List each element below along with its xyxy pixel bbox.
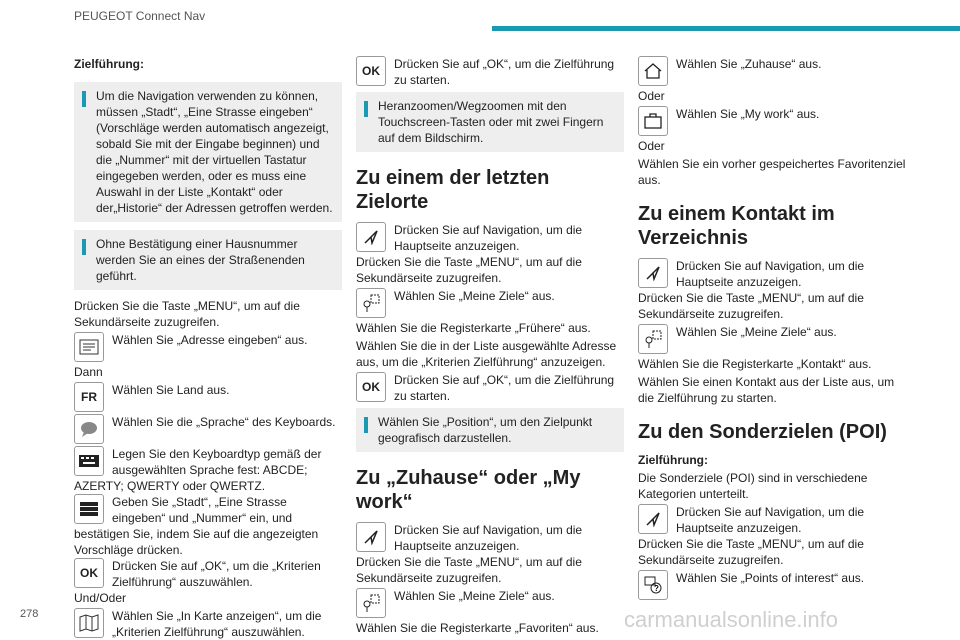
section-label: Zielführung: bbox=[638, 453, 708, 467]
step bbox=[74, 558, 342, 590]
paragraph: Drücken Sie die Taste „MENU“, um auf die Sekundärseite zuzugreifen. bbox=[638, 291, 864, 321]
watermark: carmanualsonline.info bbox=[624, 607, 839, 632]
step-text: Drücken Sie auf Navigation, um die Hauptseite anzuzeigen. bbox=[676, 505, 865, 535]
header-title: PEUGEOT Connect Nav bbox=[74, 9, 206, 23]
column-3 bbox=[638, 56, 906, 602]
language-bubble-icon bbox=[74, 414, 104, 444]
step bbox=[356, 288, 624, 320]
column-1 bbox=[74, 56, 342, 640]
step bbox=[356, 56, 624, 88]
paragraph: Dann bbox=[74, 365, 103, 379]
svg-text:?: ? bbox=[654, 584, 659, 593]
step bbox=[356, 522, 624, 554]
keyboard-icon bbox=[74, 446, 104, 476]
step-text: Drücken Sie auf Navigation, um die Hauptseite anzuzeigen. bbox=[394, 523, 583, 553]
step bbox=[74, 608, 342, 640]
destinations-pin-icon bbox=[356, 288, 386, 318]
step bbox=[356, 222, 624, 254]
map-icon bbox=[74, 608, 104, 638]
paragraph: Drücken Sie die Taste „MENU“, um auf die Sekundärseite zuzugreifen. bbox=[356, 555, 582, 585]
step-text: Wählen Sie „In Karte anzeigen“, um die „Kriterien Zielführung“ auszuwählen. bbox=[112, 609, 322, 639]
step bbox=[638, 324, 906, 356]
navigation-arrow-icon bbox=[356, 222, 386, 252]
note-box: Heranzoomen/Wegzoomen mit den Touchscreen-Tasten oder mit zwei Fingern auf dem Bildschirm. bbox=[356, 92, 624, 152]
step-text: Wählen Sie „Zuhause“ aus. bbox=[676, 57, 822, 71]
step bbox=[638, 258, 906, 290]
step bbox=[74, 446, 342, 494]
paragraph: Wählen Sie die Registerkarte „Favoriten“ aus. bbox=[356, 621, 599, 635]
navigation-arrow-icon bbox=[638, 258, 668, 288]
briefcase-icon bbox=[638, 106, 668, 136]
column-2 bbox=[356, 56, 624, 638]
section-heading: Zu einem der letzten Zielorte bbox=[356, 167, 550, 213]
step-text: Wählen Sie „Meine Ziele“ aus. bbox=[394, 589, 555, 603]
paragraph: Wählen Sie einen Kontakt aus der Liste aus, um die Zielführung zu starten. bbox=[638, 375, 895, 405]
step bbox=[74, 382, 342, 414]
paragraph: Wählen Sie ein vorher gespeichertes Favoritenziel aus. bbox=[638, 157, 906, 187]
step bbox=[74, 494, 342, 558]
paragraph: Drücken Sie die Taste „MENU“, um auf die Sekundärseite zuzugreifen. bbox=[74, 299, 300, 329]
page-number: 278 bbox=[20, 608, 39, 620]
step bbox=[638, 56, 906, 88]
paragraph: Drücken Sie die Taste „MENU“, um auf die Sekundärseite zuzugreifen. bbox=[356, 255, 582, 285]
step-text: Drücken Sie auf Navigation, um die Hauptseite anzuzeigen. bbox=[676, 259, 865, 289]
section-heading: Zu einem Kontakt im Verzeichnis bbox=[638, 203, 835, 249]
step-text: Wählen Sie „Adresse eingeben“ aus. bbox=[112, 333, 308, 347]
paragraph: Drücken Sie die Taste „MENU“, um auf die Sekundärseite zuzugreifen. bbox=[638, 537, 864, 567]
step bbox=[638, 570, 906, 602]
grid-keypad-icon bbox=[74, 494, 104, 524]
step bbox=[638, 504, 906, 536]
step-text: Drücken Sie auf „OK“, um die Zielführung zu starten. bbox=[394, 57, 615, 87]
ok-icon: OK bbox=[356, 56, 386, 86]
note-box: Wählen Sie „Position“, um den Zielpunkt geografisch darzustellen. bbox=[356, 408, 624, 452]
paragraph: Wählen Sie die Registerkarte „Kontakt“ aus. bbox=[638, 357, 872, 371]
navigation-arrow-icon bbox=[356, 522, 386, 552]
step bbox=[356, 372, 624, 404]
paragraph: Oder bbox=[638, 139, 665, 153]
step bbox=[356, 588, 624, 620]
destinations-pin-icon bbox=[638, 324, 668, 354]
section-heading: Zu „Zuhause“ oder „My work“ bbox=[356, 467, 581, 513]
ok-icon: OK bbox=[74, 558, 104, 588]
step-text: Drücken Sie auf Navigation, um die Hauptseite anzuzeigen. bbox=[394, 223, 583, 253]
destinations-pin-icon bbox=[356, 588, 386, 618]
paragraph: Oder bbox=[638, 89, 665, 103]
points-of-interest-icon bbox=[638, 570, 668, 600]
step-text: Wählen Sie „My work“ aus. bbox=[676, 107, 820, 121]
step bbox=[638, 106, 906, 138]
home-icon bbox=[638, 56, 668, 86]
step-text: Wählen Sie „Meine Ziele“ aus. bbox=[676, 325, 837, 339]
step-text: Wählen Sie „Points of interest“ aus. bbox=[676, 571, 865, 585]
step-text: Wählen Sie „Meine Ziele“ aus. bbox=[394, 289, 555, 303]
ok-icon: OK bbox=[356, 372, 386, 402]
paragraph: Wählen Sie die in der Liste ausgewählte Adresse aus, um die „Kriterien Zielführung“ anzuzeigen. bbox=[356, 339, 617, 369]
step-text: Wählen Sie die „Sprache“ des Keyboards. bbox=[112, 415, 336, 429]
paragraph: Die Sonderziele (POI) sind in verschiedene Kategorien unterteilt. bbox=[638, 471, 868, 501]
paragraph: Und/Oder bbox=[74, 591, 127, 605]
step-text: Legen Sie den Keyboardtyp gemäß der ausgewählten Sprache fest: ABCDE; AZERTY; QWERTY oder QWERTZ. bbox=[74, 447, 322, 493]
navigation-arrow-icon bbox=[638, 504, 668, 534]
step-text: Drücken Sie auf „OK“, um die „Kriterien Zielführung“ auszuwählen. bbox=[112, 559, 321, 589]
country-fr-icon: FR bbox=[74, 382, 104, 412]
step-text: Drücken Sie auf „OK“, um die Zielführung zu starten. bbox=[394, 373, 615, 403]
header-accent-bar bbox=[492, 26, 960, 31]
paragraph: Wählen Sie die Registerkarte „Frühere“ aus. bbox=[356, 321, 591, 335]
step bbox=[74, 414, 342, 446]
section-label: Zielführung: bbox=[74, 57, 144, 71]
step-text: Geben Sie „Stadt“, „Eine Strasse eingeben“ und „Nummer“ ein, und bestätigen Sie, indem Sie auf die angezeigten Vorschläge drücken. bbox=[74, 495, 319, 557]
step-text: Wählen Sie Land aus. bbox=[112, 383, 230, 397]
note-box: Ohne Bestätigung einer Hausnummer werden Sie an eines der Straßenenden geführt. bbox=[74, 230, 342, 290]
step bbox=[74, 332, 342, 364]
note-box: Um die Navigation verwenden zu können, müssen „Stadt“, „Eine Strasse eingeben“ (Vorschläge werden automatisch angezeigt, sobald Sie mit der Eingabe beginnen) und die „Nummer“ mit der virtuellen Tastatur eingegeben werden, oder es muss eine Auswahl in der Liste „Kontakt“ oder der„Historie“ der Adressen getroffen werden. bbox=[74, 82, 342, 222]
section-heading: Zu den Sonderzielen (POI) bbox=[638, 421, 887, 443]
address-card-icon bbox=[74, 332, 104, 362]
